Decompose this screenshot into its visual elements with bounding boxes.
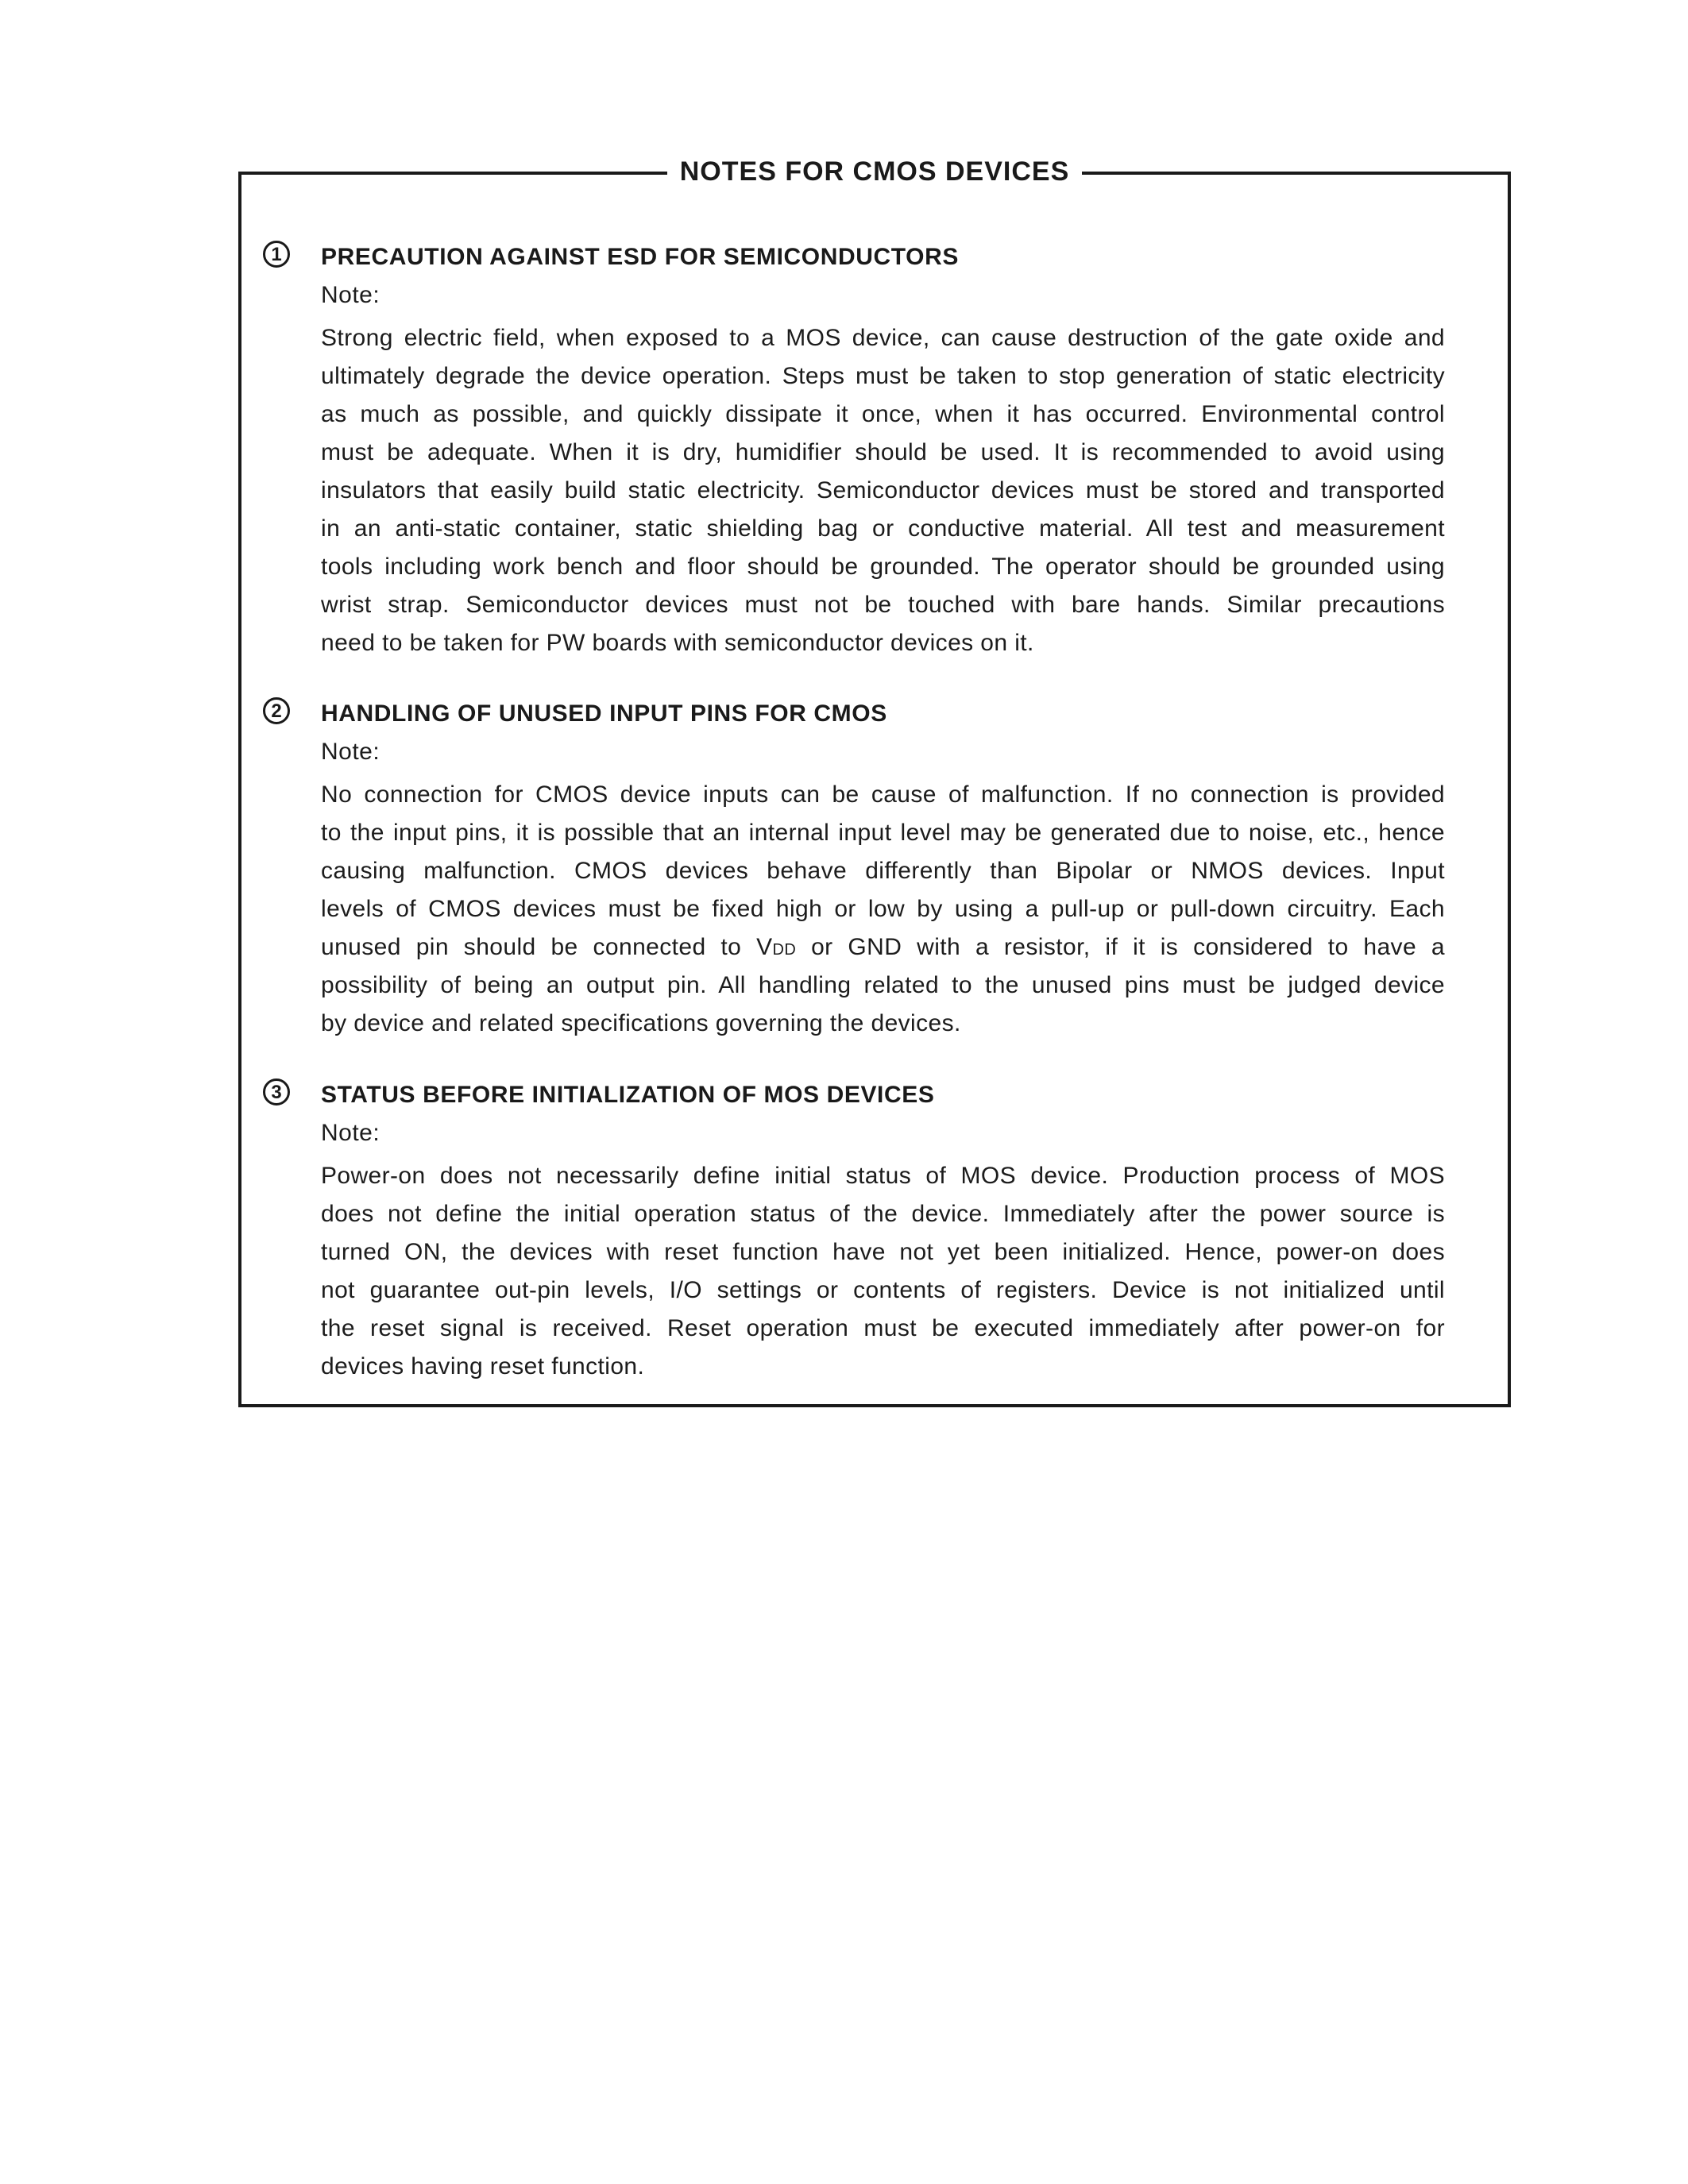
section-heading: STATUS BEFORE INITIALIZATION OF MOS DEVICES [321,1082,935,1108]
notes-box [238,156,1511,1407]
section-number-badge: 3 [263,1078,290,1106]
body-line: No connection for CMOS device inputs can be cause of malfunction. If no connection is provided [321,781,1445,808]
note-label: Note: [321,739,380,765]
note-label: Note: [321,282,380,308]
body-line: Strong electric field, when exposed to a MOS device, can cause destruction of the gate oxide and [321,325,1445,351]
vdd-subscript: DD [772,941,797,959]
body-line: ultimately degrade the device operation. Steps must be taken to stop generation of static electricity [321,363,1445,389]
section-body [321,1157,1445,1386]
body-line: turned ON, the devices with reset function have not yet been initialized. Hence, power-on does [321,1239,1445,1265]
body-line: does not define the initial operation status of the device. Immediately after the power source is [321,1201,1445,1227]
body-line: in an anti-static container, static shielding bag or conductive material. All test and measurement [321,515,1445,542]
section-number-badge: 1 [263,241,290,268]
body-line: levels of CMOS devices must be fixed high or low by using a pull-up or pull-down circuitry. Each [321,896,1445,922]
body-line: as much as possible, and quickly dissipate it once, when it has occurred. Environmental control [321,401,1445,427]
body-line: devices having reset function. [321,1353,645,1379]
body-line: causing malfunction. CMOS devices behave differently than Bipolar or NMOS devices. Input [321,858,1445,884]
body-line: by device and related specifications governing the devices. [321,1010,961,1036]
box-title-row [241,152,1508,191]
body-line: insulators that easily build static electricity. Semiconductor devices must be stored and transported [321,477,1445,504]
page-title: NOTES FOR CMOS DEVICES [667,152,1083,191]
section-heading: PRECAUTION AGAINST ESD FOR SEMICONDUCTORS [321,244,959,270]
body-line: wrist strap. Semiconductor devices must not be touched with bare hands. Similar precautions [321,592,1445,618]
body-line-vdd [321,928,1445,967]
body-line: not guarantee out-pin levels, I/O settings or contents of registers. Device is not initialized until [321,1277,1445,1303]
note-label: Note: [321,1120,380,1146]
body-line: Power-on does not necessarily define initial status of MOS device. Production process of MOS [321,1163,1445,1189]
vdd-text-after: or GND with a resistor, if it is considered to have a [796,934,1445,960]
body-line: the reset signal is received. Reset operation must be executed immediately after power-on for [321,1315,1445,1341]
section-heading: HANDLING OF UNUSED INPUT PINS FOR CMOS [321,700,887,727]
vdd-text-before: unused pin should be connected to V [321,934,773,960]
body-line: to the input pins, it is possible that an internal input level may be generated due to noise, etc., hence [321,820,1445,846]
section-body [321,776,1445,1043]
section-body [321,319,1445,662]
body-line: must be adequate. When it is dry, humidifier should be used. It is recommended to avoid using [321,439,1445,465]
body-line: tools including work bench and floor should be grounded. The operator should be grounded using [321,554,1445,580]
section-number-badge: 2 [263,697,290,724]
body-line: need to be taken for PW boards with semiconductor devices on it. [321,630,1034,656]
body-line: possibility of being an output pin. All handling related to the unused pins must be judged device [321,972,1445,998]
